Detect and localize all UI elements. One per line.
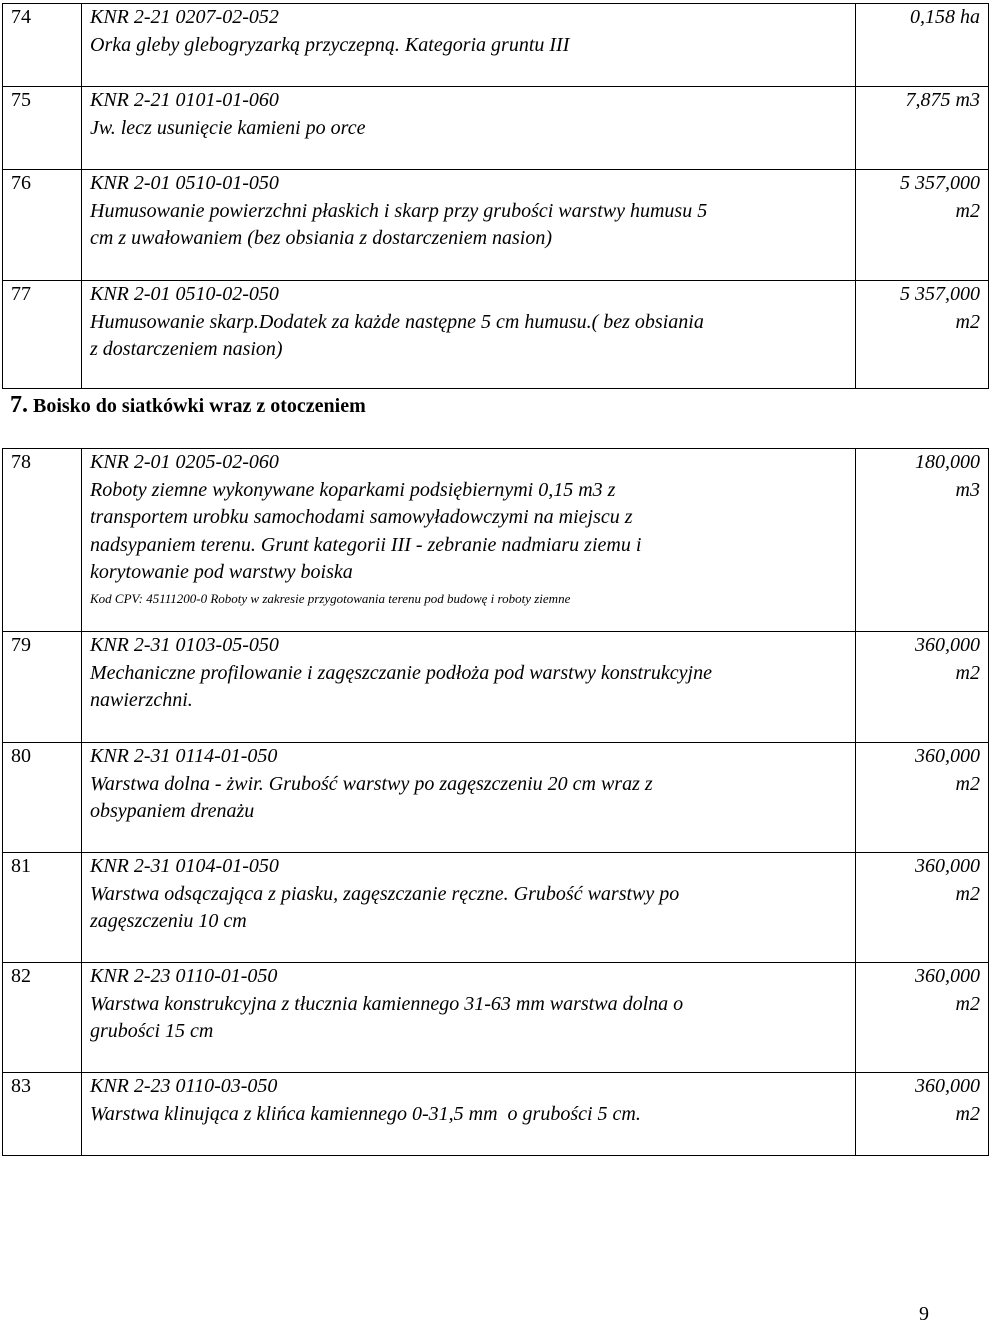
quantity-value: 360,000 xyxy=(915,634,980,656)
table-row xyxy=(3,853,989,963)
quantity-unit: m2 xyxy=(955,992,980,1015)
item-number: 80 xyxy=(3,743,82,853)
item-quantity xyxy=(856,281,989,389)
item-quantity xyxy=(856,87,989,170)
item-description xyxy=(82,170,856,281)
cost-table-lower xyxy=(2,448,989,1156)
table-row xyxy=(3,170,989,281)
table-row xyxy=(3,963,989,1073)
item-description xyxy=(82,87,856,170)
knr-code: KNR 2-21 0207-02-052 xyxy=(90,6,279,28)
item-quantity xyxy=(856,1073,989,1156)
description-line: Jw. lecz usunięcie kamieni po orce xyxy=(90,116,366,139)
description-line: Roboty ziemne wykonywane koparkami podsiębiernymi 0,15 m3 z xyxy=(90,478,616,501)
item-description xyxy=(82,1073,856,1156)
item-number: 78 xyxy=(3,449,82,632)
quantity-unit: m2 xyxy=(955,1102,980,1125)
knr-code: KNR 2-21 0101-01-060 xyxy=(90,89,279,111)
description-line: Warstwa dolna - żwir. Grubość warstwy po zagęszczeniu 20 cm wraz z xyxy=(90,772,653,795)
item-description xyxy=(82,853,856,963)
cpv-code-note: Kod CPV: 45111200-0 Roboty w zakresie przygotowania terenu pod budowę i roboty ziemne xyxy=(90,590,571,606)
quantity-unit: m2 xyxy=(955,199,980,222)
quantity-unit: m2 xyxy=(955,310,980,333)
description-line: Orka gleby glebogryzarką przyczepną. Kategoria gruntu III xyxy=(90,33,570,56)
item-quantity xyxy=(856,170,989,281)
quantity-unit: m2 xyxy=(955,661,980,684)
item-description xyxy=(82,449,856,632)
item-quantity xyxy=(856,449,989,632)
section-title: Boisko do siatkówki wraz z otoczeniem xyxy=(33,395,366,417)
description-line: Warstwa konstrukcyjna z tłucznia kamiennego 31-63 mm warstwa dolna o xyxy=(90,992,684,1015)
description-line: Warstwa klinująca z klińca kamiennego 0-31,5 mm o grubości 5 cm. xyxy=(90,1102,641,1125)
description-line: obsypaniem drenażu xyxy=(90,800,255,822)
quantity-unit: m3 xyxy=(955,478,980,501)
quantity-value: 0,158 ha xyxy=(910,6,980,28)
item-description xyxy=(82,963,856,1073)
item-description xyxy=(82,743,856,853)
table-row xyxy=(3,281,989,389)
description-line: transportem urobku samochodami samowyładowczymi na miejscu z xyxy=(90,506,633,528)
description-line: Mechaniczne profilowanie i zagęszczanie podłoża pod warstwy konstrukcyjne xyxy=(90,661,712,684)
item-number: 76 xyxy=(3,170,82,281)
table-row xyxy=(3,632,989,743)
item-number: 82 xyxy=(3,963,82,1073)
description-line: zagęszczeniu 10 cm xyxy=(90,910,247,932)
item-number: 83 xyxy=(3,1073,82,1156)
table-row xyxy=(3,1073,989,1156)
item-number: 79 xyxy=(3,632,82,743)
item-description xyxy=(82,281,856,389)
quantity-value: 5 357,000 xyxy=(900,172,980,194)
knr-code: KNR 2-01 0205-02-060 xyxy=(90,451,279,473)
description-line: Warstwa odsączająca z piasku, zagęszczanie ręczne. Grubość warstwy po xyxy=(90,882,680,905)
table-row xyxy=(3,87,989,170)
quantity-value: 360,000 xyxy=(915,965,980,987)
knr-code: KNR 2-23 0110-01-050 xyxy=(90,965,278,987)
item-description xyxy=(82,4,856,87)
knr-code: KNR 2-31 0103-05-050 xyxy=(90,634,279,656)
table-row xyxy=(3,449,989,632)
quantity-unit: m2 xyxy=(955,882,980,905)
quantity-unit: m2 xyxy=(955,772,980,795)
knr-code: KNR 2-31 0114-01-050 xyxy=(90,745,278,767)
table-row xyxy=(3,4,989,87)
description-line: cm z uwałowaniem (bez obsiania z dostarczeniem nasion) xyxy=(90,227,553,249)
item-quantity xyxy=(856,4,989,87)
description-line: Humusowanie skarp.Dodatek za każde następne 5 cm humusu.( bez obsiania xyxy=(90,310,704,333)
quantity-value: 360,000 xyxy=(915,855,980,877)
item-quantity xyxy=(856,632,989,743)
section-heading xyxy=(10,392,366,419)
knr-code: KNR 2-01 0510-02-050 xyxy=(90,283,279,305)
quantity-value: 360,000 xyxy=(915,745,980,767)
cost-table-upper xyxy=(2,3,989,389)
description-line: grubości 15 cm xyxy=(90,1020,214,1042)
knr-code: KNR 2-01 0510-01-050 xyxy=(90,172,279,194)
quantity-value: 180,000 xyxy=(915,451,980,473)
quantity-value: 360,000 xyxy=(915,1075,980,1097)
page-number: 9 xyxy=(919,1303,929,1325)
knr-code: KNR 2-31 0104-01-050 xyxy=(90,855,279,877)
item-quantity xyxy=(856,743,989,853)
description-line: z dostarczeniem nasion) xyxy=(90,338,283,360)
quantity-value: 5 357,000 xyxy=(900,283,980,305)
description-line: nadsypaniem terenu. Grunt kategorii III - zebranie nadmiaru ziemu i xyxy=(90,533,642,556)
knr-code: KNR 2-23 0110-03-050 xyxy=(90,1075,278,1097)
section-number: 7. xyxy=(10,392,28,418)
item-description xyxy=(82,632,856,743)
item-number: 77 xyxy=(3,281,82,389)
quantity-value: 7,875 m3 xyxy=(905,89,980,111)
description-line: Humusowanie powierzchni płaskich i skarp przy grubości warstwy humusu 5 xyxy=(90,199,708,222)
item-quantity xyxy=(856,853,989,963)
item-number: 81 xyxy=(3,853,82,963)
item-number: 74 xyxy=(3,4,82,87)
table-row xyxy=(3,743,989,853)
description-line: korytowanie pod warstwy boiska xyxy=(90,561,353,583)
description-line: nawierzchni. xyxy=(90,689,193,711)
item-number: 75 xyxy=(3,87,82,170)
item-quantity xyxy=(856,963,989,1073)
